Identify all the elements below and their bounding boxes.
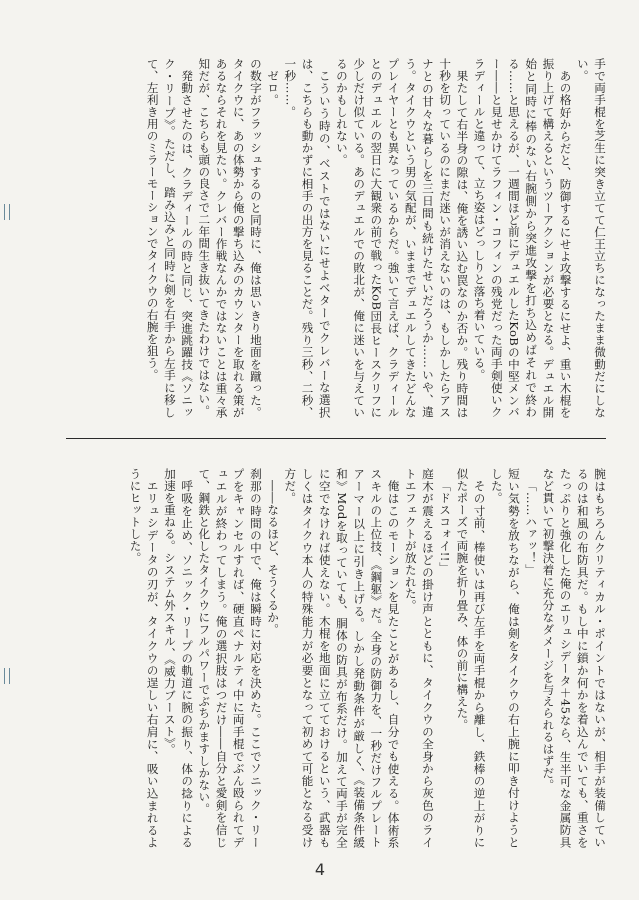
- paragraph: 短い気勢を放ちながら、俺は剣をタイクウの右上腕に叩き付けようとした。: [489, 468, 521, 848]
- paragraph: の数字がフラッシュするのと同時に、俺は思いきり地面を蹴った。タイクウに、あの体勢から俺の撃ち込みのカウンターを取れる策があるならそれを見たい。クレバー作戦なんかではないことは重々承知だが、こちらも頭の良さで二年間生き抜いてきたわけではない。: [197, 58, 263, 418]
- page-number: 4: [314, 860, 326, 879]
- paragraph: 手で両手棍を芝生に突き立てて仁王立ちになったまま微動だにしない。: [575, 58, 607, 418]
- paragraph: こういう時の、ベストではないにせよベターでクレバーな選択は、こちらも動かずに相手の出方を見ることだ。残り三秒、二秒、一秒……。: [283, 58, 332, 418]
- paragraph: 発動させたのは、クラディールの時と同じ、突進跳躍技《ソニック・リープ》。ただし、踏み込みと同時に剣を右手から左手に移して、左利き用のミラーモーションでタイクウの右腕を狙う。: [145, 58, 195, 418]
- paragraph: 果たして右半身の隙は、俺を誘い込む罠なのか否か。残り時間は十秒を切っているのにまだ迷いが消えないのは、もしかしたらアスナとの甘々な暮らしを三日間も続けたせいだろうか……いや、違う。タイクウという男の気配が、いままでデュエルしてきたどんなプレイヤーとも異なっているからだ。強いて言えば、クラディールとのデュエルの翌日に大観衆の前で戦ったKoB団長ヒースクリフに少しだけ似ている。あのデュエルでの敗北が、俺に迷いを与えているのかもしれない。: [334, 58, 470, 418]
- paragraph: 刹那の時間の中で、俺は瞬時に対応を決めた。ここでソニック・リープをキャンセルすれば、硬直ペナルティ中に両手棍でぶん殴られてデュエルが終わってしまう。俺の選択肢はつだけ――自分と愛剣を信じて、鋼鉄と化したタイクウにフルパワーでぶちかますしかない。: [197, 468, 263, 848]
- top-text-column: [36, 58, 608, 418]
- bottom-text-column: [36, 468, 608, 848]
- paragraph: あの格好からだと、防御するにせよ攻撃するにせよ、重い木棍を振り上げて構えるというツーアクションが必要となる。デュエル開始と同時に棒のない右腕側から突進攻撃を打ち込めばそれで終わる……と思えるが、一週間ほど前にデュエルしたKoBの中堅メンバー――と見せかけてラフィン・コフィンの残党だった両手剣使いクラディールと違って、立ち姿はどっしりと落ち着いている。: [472, 58, 573, 418]
- paragraph: ――なるほど、そうくるか。: [266, 479, 281, 635]
- binding-mark: [4, 204, 10, 220]
- paragraph: 庭木が震えるほどの掛け声とともに、タイクウの全身から灰色のライトエフェクトが放たれた。: [403, 468, 435, 848]
- column-divider: [66, 438, 606, 439]
- paragraph: その寸前、棒使いは再び左手を両手棍から離し、鉄棒の逆上がりに似たポーズで両腕を折り畳み、体の前に構えた。: [455, 468, 487, 848]
- paragraph: 腕はもちろんクリティカル・ポイントではないが、相手が装備しているのは和風の布防具だ。もし中に鎖か何かを着込んでいても、重さをたっぷりと強化した俺のエリュシデータ＋45なら、生半可な金属防具など貫いて初撃決着に充分なダメージを与えられるはずだ。: [541, 468, 607, 848]
- paragraph: 「ドスコォイ!!」: [438, 479, 453, 574]
- paragraph: 俺はこのモーションを見たことがあるし、自分でも使える。体術系スキルの上位技、《鋼躯》だ。全身の防御力を、一秒だけフルプレートアーマー以上に引き上げる。しかし発動条件が厳しく、《装備条件緩和》Modを取っていても、胴体の防具が布系だけ。加えて両手が完全に空でなければ使えない。木棍を地面に立てておけるという、武器もしくはタイクウ本人の特殊能力が必要となって初めて可能となる受け方だ。: [283, 468, 401, 848]
- paragraph: ゼロ。: [266, 69, 281, 106]
- paragraph: エリュシデータの刃が、タイクウの逞しい右肩に、吸い込まれるようにヒットした。: [128, 468, 160, 848]
- paragraph: 「……ハァッ！」: [524, 479, 539, 576]
- binding-mark: [4, 668, 10, 684]
- paragraph: 呼吸を止め、ソニック・リープの軌道に腕の振り、体の捻りによる加速を重ねる。システム外スキル、《威力ブースト》。: [162, 468, 195, 848]
